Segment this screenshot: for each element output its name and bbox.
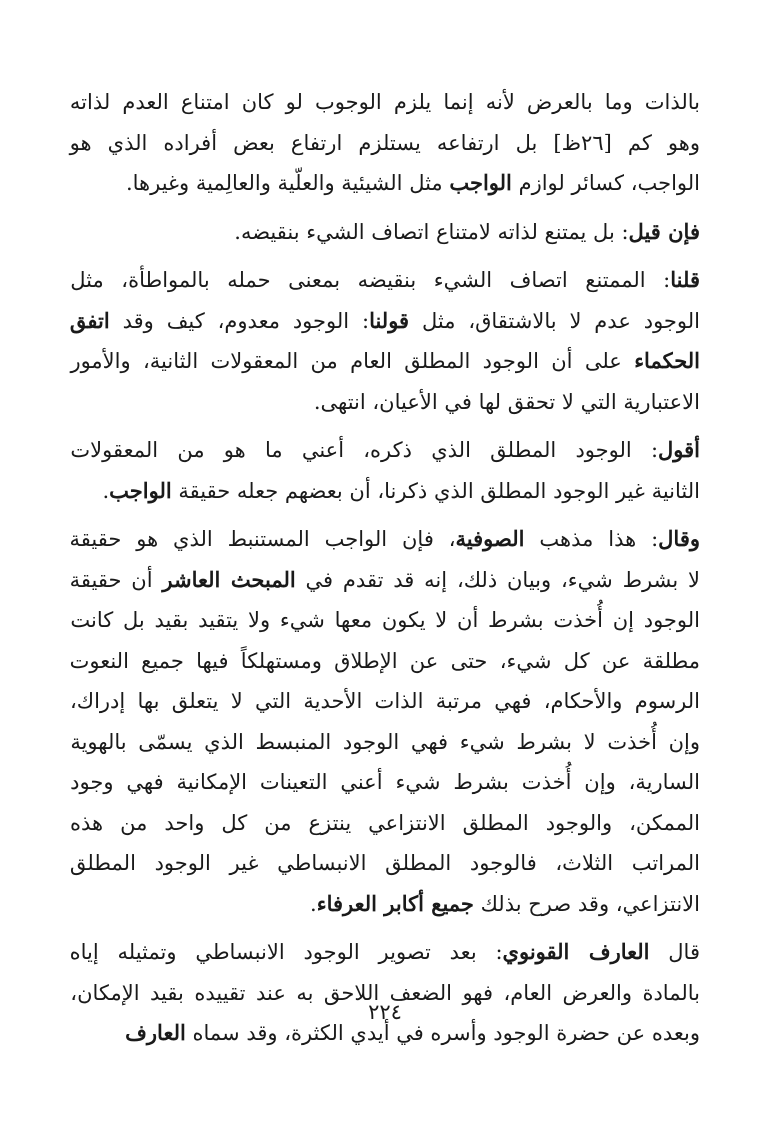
bold-term: الصوفية: [455, 526, 525, 551]
text-line: [70, 163, 700, 204]
text-run: قال: [649, 940, 700, 964]
text-line: [70, 641, 700, 682]
bold-term: جميع أكابر العرفاء: [316, 890, 474, 916]
page-number: ٢٢٤: [368, 1000, 402, 1024]
text-line: [70, 722, 700, 763]
text-run: المراتب الثلاث، فالوجود المطلق الانبساطي غير الوجود المطلق: [69, 851, 700, 875]
text-line: [70, 301, 700, 342]
bold-term: وقال: [658, 526, 700, 551]
bold-term: الواجب: [449, 170, 512, 195]
text-line: [70, 843, 700, 884]
text-run: ، فإن الواجب المستنبط الذي هو حقيقة: [69, 527, 456, 551]
text-run: : بعد تصوير الوجود الانبساطي وتمثيله إياه: [69, 940, 503, 964]
text-line: [70, 681, 700, 722]
bold-term: أقول: [658, 437, 700, 462]
text-run: : الوجود المطلق الذي ذكره، أعني ما هو من المعقولات: [70, 438, 659, 462]
text-run: الممكن، والوجود المطلق الانتزاعي ينتزع من كل واحد من هذه: [70, 810, 700, 835]
text-run: .: [102, 478, 110, 503]
text-run: السارية، وإن أُخذت بشرط شيء أعني التعينات الإمكانية فهي وجود: [70, 770, 700, 794]
bold-term: العارف القونوي: [502, 939, 650, 964]
text-line: [70, 82, 700, 123]
text-run: على أن الوجود المطلق العام من المعقولات الثانية، والأمور: [70, 349, 635, 373]
text-run: : بل يمتنع لذاته لامتناع اتصاف الشيء بنقيضه.: [234, 219, 629, 244]
text-line: [70, 932, 700, 973]
text-run: مطلقة عن كل شيء، حتى عن الإطلاق ومستهلكاً فيها جميع النعوت: [69, 648, 700, 673]
text-run: وهو كم [٢٦ظ] بل ارتفاعه يستلزم ارتفاع بعض أفراده الذي هو: [69, 130, 700, 155]
text-run: الاعتبارية التي لا تحقق لها في الأعيان، انتهى.: [313, 389, 700, 414]
text-line: [70, 884, 700, 925]
bold-term: الواجب: [109, 477, 172, 503]
bold-term: فإن قيل: [628, 218, 700, 244]
text-run: الرسوم والأحكام، فهي مرتبة الذات الأحدية التي لا يتعلق بها إدراك،: [69, 689, 700, 713]
bold-term: قولنا: [369, 307, 410, 333]
text-line: [70, 600, 700, 641]
paragraph: [70, 212, 700, 253]
paragraph: [70, 82, 700, 204]
text-line: [70, 123, 700, 164]
paragraph: [70, 519, 700, 924]
text-line: [70, 260, 700, 301]
text-run: بالذات وما بالعرض لأنه إنما يلزم الوجوب لو كان امتناع العدم لذاته: [69, 90, 700, 114]
text-line: [70, 560, 700, 601]
bold-term: الحكماء: [634, 348, 700, 373]
text-line: [70, 471, 700, 512]
text-run: وإن أُخذت لا بشرط شيء فهي الوجود المنبسط الذي يسمّى بالهوية: [70, 729, 700, 754]
text-line: [70, 430, 700, 471]
text-line: [70, 519, 700, 560]
text-run: مثل الشيئية والعلّية والعالِمية وغيرها.: [125, 171, 450, 195]
bold-term: اتفق: [69, 307, 110, 333]
text-run: الوجود إن أُخذت بشرط أن لا يكون معها شيء ولا يتقيد بقيد بل كانت: [70, 608, 700, 632]
text-run: الوجود عدم لا بالاشتقاق، مثل: [409, 308, 700, 333]
text-run: أن حقيقة: [69, 567, 163, 592]
text-run: الواجب، كسائر لوازم: [511, 171, 700, 195]
text-run: : هذا مذهب: [524, 527, 659, 551]
text-line: [70, 803, 700, 844]
text-run: : الوجود معدوم، كيف وقد: [109, 308, 370, 333]
text-run: الثانية غير الوجود المطلق الذي ذكرنا، أن بعضهم جعله حقيقة: [171, 478, 700, 503]
bold-term: قلنا: [670, 267, 700, 292]
paragraph: [70, 260, 700, 422]
paragraph: [70, 932, 700, 1054]
text-line: [70, 762, 700, 803]
paragraph: [70, 430, 700, 511]
body-text: [70, 82, 700, 1054]
text-line: [70, 341, 700, 382]
text-run: .: [310, 891, 317, 916]
text-line: [70, 382, 700, 423]
text-run: لا بشرط شيء، وبيان ذلك، إنه قد تقدم في: [295, 567, 700, 592]
bold-term: العارف: [125, 1020, 186, 1045]
text-run: : الممتنع اتصاف الشيء بنقيضه بمعنى حمله بالمواطأة، مثل: [70, 268, 671, 292]
text-line: [70, 212, 700, 253]
text-run: وبعده عن حضرة الوجود وأسره في أيدي الكثرة، وقد سماه: [185, 1021, 700, 1045]
bold-term: المبحث العاشر: [162, 566, 296, 592]
text-run: الانتزاعي، وقد صرح بذلك: [473, 891, 700, 916]
text-run: بالمادة والعرض العام، فهو الضعف اللاحق به عند تقييده بقيد الإمكان،: [70, 980, 700, 1005]
